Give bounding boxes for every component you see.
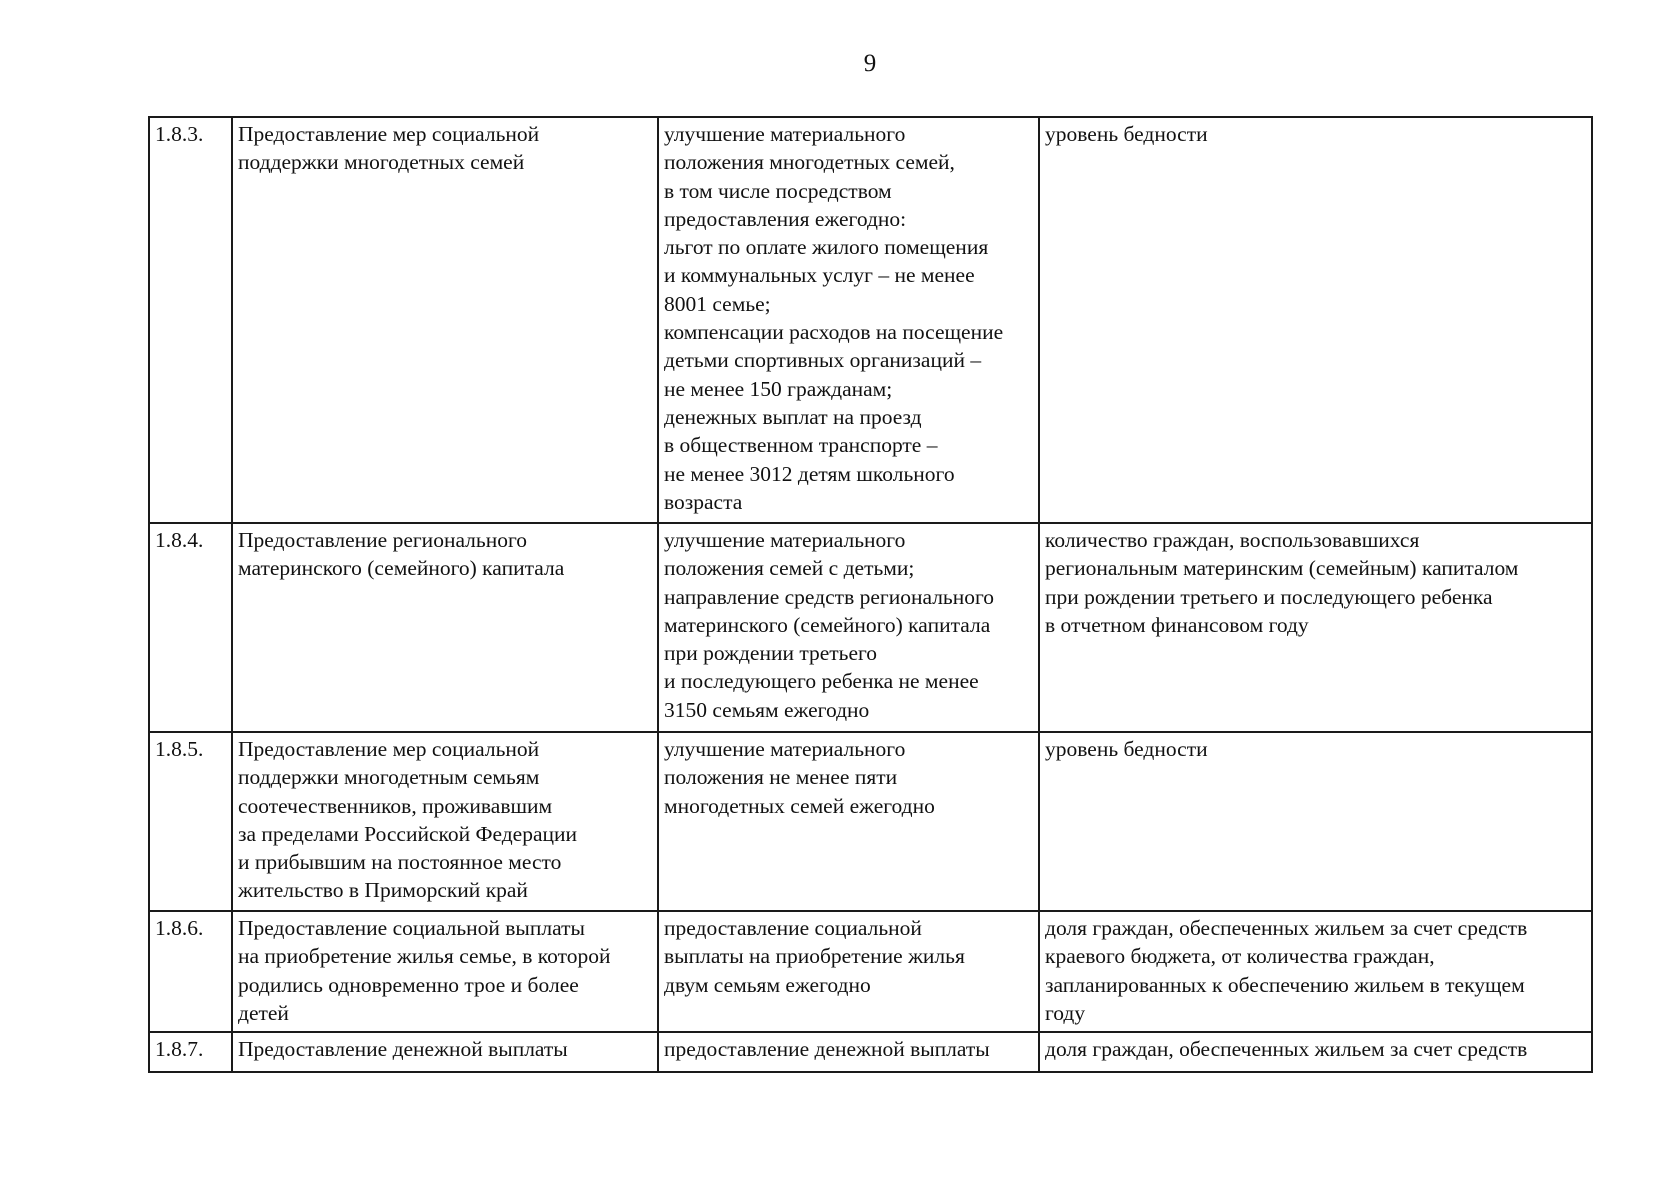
- row-number: 1.8.4.: [149, 523, 232, 732]
- table-row: [149, 523, 1592, 732]
- expected-result: предоставление денежной выплаты: [658, 1032, 1039, 1072]
- measure-name: Предоставление регионального материнского (семейного) капитала: [232, 523, 658, 732]
- row-number: 1.8.5.: [149, 732, 232, 911]
- expected-result: улучшение материального положения семей с детьми; направление средств регионального материнского (семейного) капитала при рождении третьего и последующего ребенка не менее 3150 семьям ежегодно: [658, 523, 1039, 732]
- expected-result: улучшение материального положения многодетных семей, в том числе посредством предоставления ежегодно: льгот по оплате жилого помещения и коммунальных услуг – не менее 8001 семье; компенсации расходов на посещение детьми спортивных организаций – не менее 150 гражданам; денежных выплат на проезд в общественном транспорте – не менее 3012 детям школьного возраста: [658, 117, 1039, 523]
- table-row: [149, 911, 1592, 1032]
- table-row: [149, 1032, 1592, 1072]
- indicator: уровень бедности: [1039, 117, 1592, 523]
- measures-table: [148, 116, 1593, 1073]
- measure-name: Предоставление денежной выплаты: [232, 1032, 658, 1072]
- row-number: 1.8.7.: [149, 1032, 232, 1072]
- measure-name: Предоставление мер социальной поддержки многодетных семей: [232, 117, 658, 523]
- page-number: 9: [863, 50, 877, 77]
- row-number: 1.8.3.: [149, 117, 232, 523]
- table-row: [149, 732, 1592, 911]
- indicator: доля граждан, обеспеченных жильем за счет средств: [1039, 1032, 1592, 1072]
- indicator: уровень бедности: [1039, 732, 1592, 911]
- expected-result: улучшение материального положения не менее пяти многодетных семей ежегодно: [658, 732, 1039, 911]
- indicator: доля граждан, обеспеченных жильем за счет средств краевого бюджета, от количества граждан, запланированных к обеспечению жильем в текущем году: [1039, 911, 1592, 1032]
- indicator: количество граждан, воспользовавшихся региональным материнским (семейным) капиталом при рождении третьего и последующего ребенка в отчетном финансовом году: [1039, 523, 1592, 732]
- measure-name: Предоставление мер социальной поддержки многодетным семьям соотечественников, проживавшим за пределами Российской Федерации и прибывшим на постоянное место жительство в Приморский край: [232, 732, 658, 911]
- measure-name: Предоставление социальной выплаты на приобретение жилья семье, в которой родились одновременно трое и более детей: [232, 911, 658, 1032]
- expected-result: предоставление социальной выплаты на приобретение жилья двум семьям ежегодно: [658, 911, 1039, 1032]
- row-number: 1.8.6.: [149, 911, 232, 1032]
- table-row: [149, 117, 1592, 523]
